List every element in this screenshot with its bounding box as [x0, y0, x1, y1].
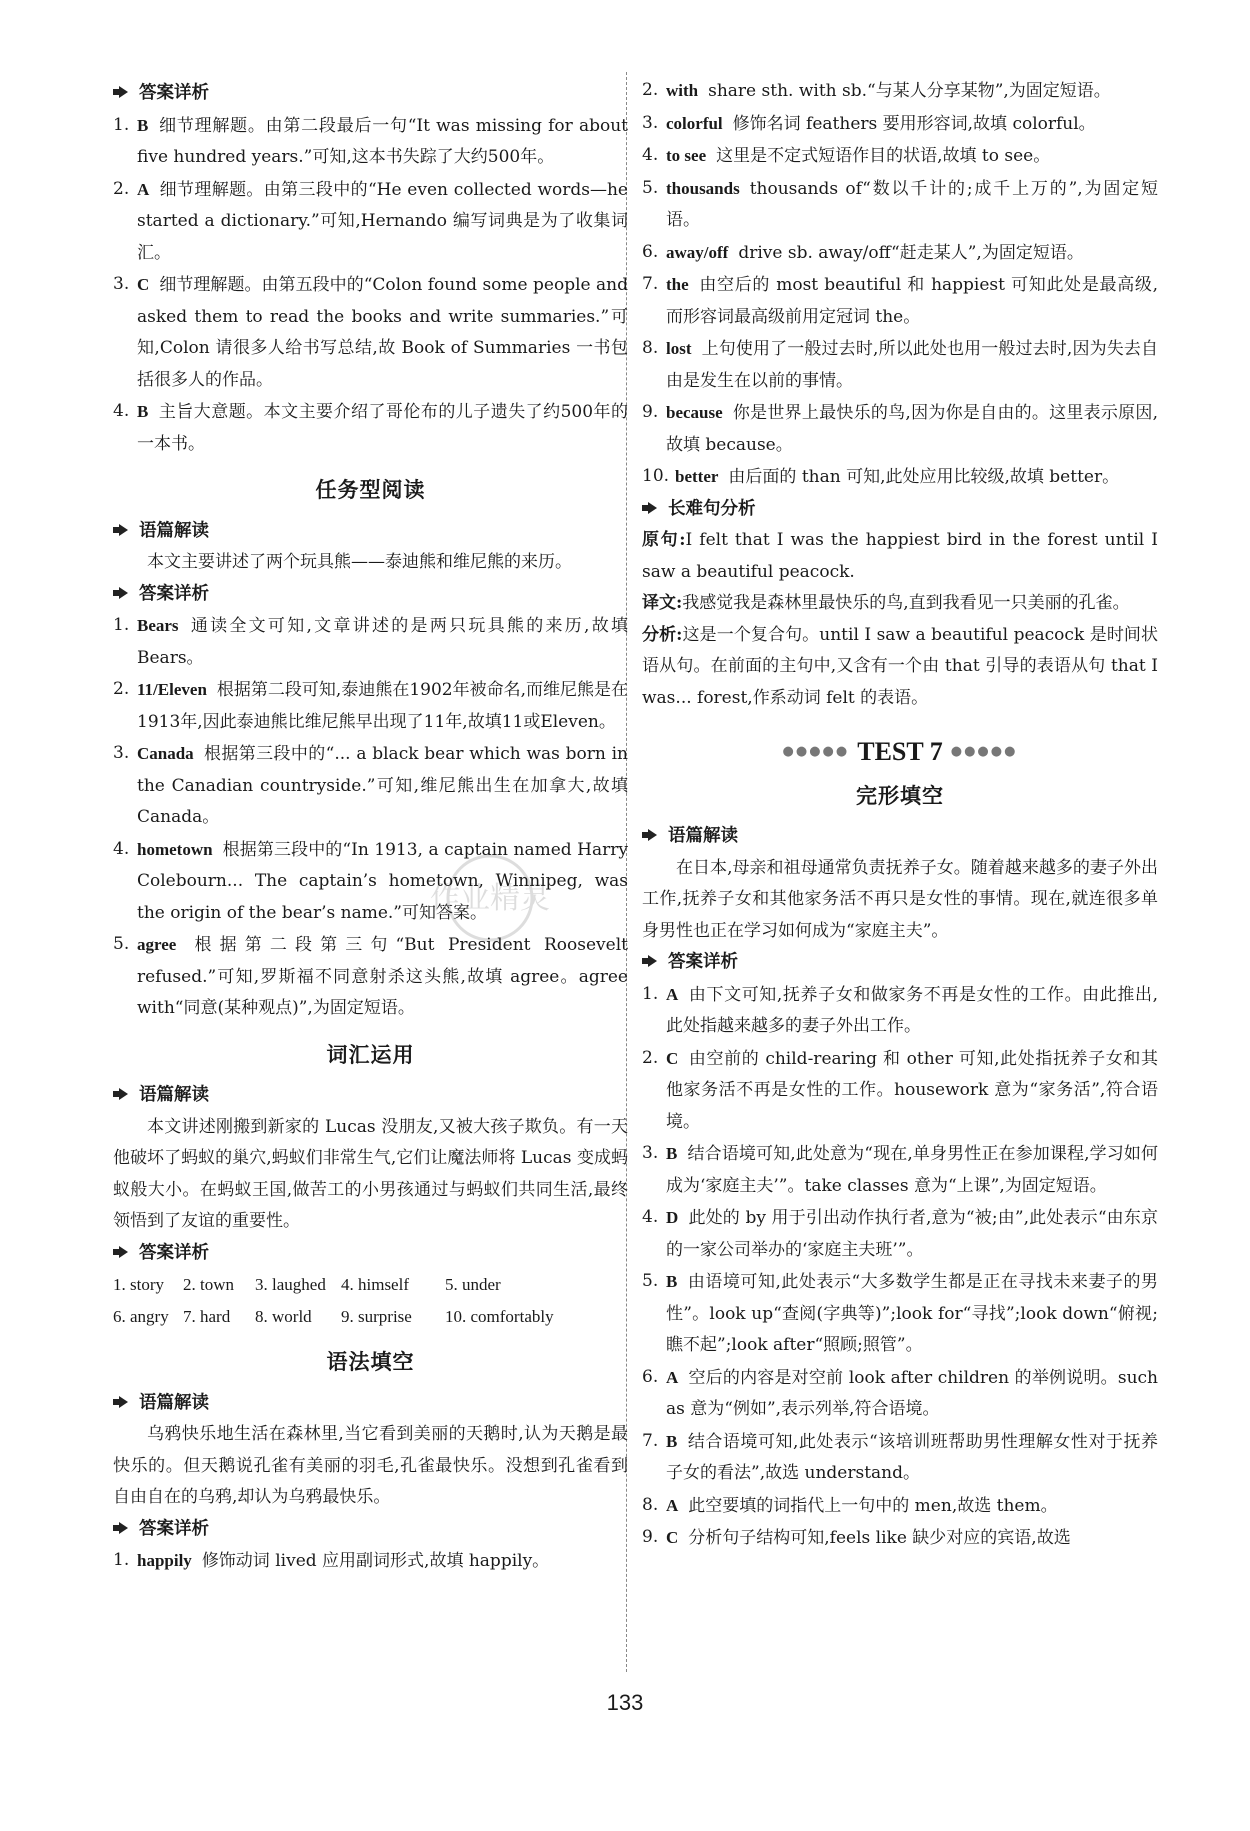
item-number: 8. — [642, 338, 659, 358]
item-number: 1. — [113, 1550, 130, 1570]
item-number: 4. — [113, 401, 130, 421]
arrow-icon — [648, 502, 657, 514]
original-sentence: 原句:I felt that I was the happiest bird in the forest until I saw a beautiful peacock. — [642, 530, 1158, 582]
answer-item — [113, 396, 628, 460]
answer-item — [642, 1522, 1158, 1555]
item-number: 2. — [642, 1047, 659, 1068]
item-body — [666, 237, 1158, 270]
answer-key: happily — [137, 1551, 192, 1570]
item-body — [137, 674, 628, 738]
item-body — [666, 108, 1158, 141]
arrow-icon — [119, 587, 128, 599]
arrow-icon — [648, 955, 657, 967]
answer-list — [642, 979, 1158, 1555]
answer-list — [113, 110, 628, 461]
explanation: 根据第二段可知,泰迪熊在1902年被命名,而维尼熊是在1913年,因此泰迪熊比维尼熊早出现了11年,故填11或Eleven。 — [137, 680, 628, 732]
item-body — [666, 140, 1158, 173]
answer-item — [113, 610, 628, 674]
answer-item — [642, 1362, 1158, 1426]
arrow-icon — [119, 1522, 128, 1534]
item-number: 3. — [113, 743, 130, 763]
explanation: 修饰动词 lived 应用副词形式,故填 happily。 — [201, 1551, 550, 1571]
item-body — [666, 173, 1158, 237]
explanation: 由语境可知,此处表示“大多数学生都是正在寻找未来妻子的男性”。look up“查阅(字典等)”;look for“寻找”;look down“俯视;瞧不起”;look after“照顾;照管”。 — [666, 1272, 1158, 1355]
passage-summary: 在日本,母亲和祖母通常负责抚养子女。随着越来越多的妻子外出工作,抚养子女和其他家务活不再只是女性的事情。现在,就连很多单身男性也正在学习如何成为“家庭主夫”。 — [642, 857, 1158, 941]
explanation: 结合语境可知,此处意为“现在,单身男性正在参加课程,学习如何成为‘家庭主夫’”。take classes 意为“上课”,为固定短语。 — [666, 1144, 1158, 1196]
item-body — [137, 929, 628, 1025]
vocab-answer: 7. hard — [183, 1306, 231, 1326]
dots-left: ●●●●● — [782, 744, 850, 759]
item-number: 2. — [113, 178, 130, 199]
item-number: 5. — [113, 934, 130, 954]
answer-item — [642, 173, 1158, 237]
explanation: 修饰名词 feathers 要用形容词,故填 colorful。 — [732, 113, 1096, 134]
explanation: 细节理解题。由第三段中的“He even collected words—he started a dictionary.”可知,Hernando 编写词典是为了收集词汇。 — [137, 179, 628, 263]
vocab-answer: 1. story — [113, 1275, 164, 1294]
answer-key: B — [666, 1272, 678, 1291]
answer-item — [642, 237, 1158, 270]
answer-item — [113, 110, 628, 174]
explanation: 由下文可知,抚养子女和做家务不再是女性的工作。由此推出,此处指越来越多的妻子外出工作。 — [666, 984, 1158, 1036]
answer-item — [642, 333, 1158, 397]
explanation: 此空要填的词指代上一句中的 men,故选 them。 — [688, 1495, 1058, 1516]
vocab-answer: 6. angry — [113, 1306, 169, 1326]
item-number: 10. — [642, 466, 670, 486]
page-number: 133 — [606, 1690, 644, 1715]
item-body — [666, 333, 1158, 397]
answer-item — [113, 674, 628, 738]
item-number: 1. — [642, 983, 659, 1004]
answer-key: A — [666, 984, 679, 1004]
item-body — [137, 110, 628, 174]
item-number: 3. — [113, 274, 130, 294]
item-body — [666, 1490, 1158, 1523]
item-number: 1. — [113, 114, 130, 135]
explanation: 结合语境可知,此处表示“该培训班帮助男性理解女性对于抚养子女的看法”,故选 understand。 — [666, 1431, 1158, 1483]
answer-item — [642, 1490, 1158, 1523]
answer-key: A — [666, 1367, 679, 1387]
test-title: TEST 7 — [857, 737, 943, 766]
item-body — [137, 834, 628, 930]
item-number: 6. — [642, 241, 659, 262]
answer-key: B — [137, 115, 149, 135]
answer-item — [642, 1043, 1158, 1139]
item-body — [137, 396, 628, 460]
answer-item — [642, 75, 1158, 108]
section-label: 答案详析 — [113, 579, 628, 611]
explanation: 上句使用了一般过去时,所以此处也用一般过去时,因为失去自由是发生在以前的事情。 — [666, 339, 1158, 391]
vocab-answers — [113, 1269, 628, 1332]
explanation: 由空前的 child-rearing 和 other 可知,此处指抚养子女和其他家务活不再是女性的工作。housework 意为“家务活”,符合语境。 — [666, 1048, 1158, 1132]
item-number: 3. — [642, 112, 659, 133]
item-body — [666, 1043, 1158, 1139]
explanation: 你是世界上最快乐的鸟,因为你是自由的。这里表示原因,故填 because。 — [666, 403, 1158, 455]
answer-key: C — [137, 275, 150, 294]
item-body — [137, 174, 628, 270]
answer-key: A — [666, 1495, 679, 1515]
answer-item — [642, 1426, 1158, 1490]
explanation: 分析句子结构可知,feels like 缺少对应的宾语,故选 — [688, 1528, 1071, 1548]
vocab-answer: 9. surprise — [341, 1306, 412, 1326]
explanation: drive sb. away/off“赶走某人”,为固定短语。 — [738, 242, 1084, 263]
item-number: 4. — [113, 838, 130, 859]
answer-key: A — [137, 179, 150, 199]
answer-key: Bears — [137, 616, 179, 635]
answer-item — [642, 461, 1158, 494]
answer-key: with — [666, 81, 699, 100]
vocab-answer: 4. himself — [341, 1275, 409, 1294]
passage-summary: 本文讲述刚搬到新家的 Lucas 没朋友,又被大孩子欺负。有一天他破坏了蚂蚁的巢穴,蚂蚁们非常生气,它们让魔法师将 Lucas 变成蚂蚁般大小。在蚂蚁王国,做苦工的小男孩通过与蚂蚁们共同生活,最终领悟到了友谊的重要性。 — [113, 1116, 628, 1231]
arrow-icon — [119, 1396, 128, 1408]
arrow-icon — [119, 86, 128, 98]
answer-key: to see — [666, 146, 707, 165]
answer-list — [113, 610, 628, 1025]
item-body — [666, 979, 1158, 1043]
section-label: 语篇解读 — [642, 821, 1158, 853]
item-number: 2. — [642, 80, 659, 100]
explanation: share sth. with sb.“与某人分享某物”,为固定短语。 — [708, 81, 1111, 101]
answer-key: B — [666, 1431, 678, 1451]
answer-item — [113, 834, 628, 930]
explanation: 主旨大意题。本文主要介绍了哥伦布的儿子遗失了约500年的一本书。 — [137, 402, 628, 454]
answer-item — [642, 1138, 1158, 1202]
explanation: 根据第三段中的“In 1913, a captain named Harry Colebourn... The captain’s hometown, Winnipeg, was the origin of the bear’s name.”可知答案。 — [137, 839, 628, 923]
vocab-answer: 2. town — [183, 1275, 234, 1294]
item-body — [666, 75, 1158, 108]
item-body — [137, 738, 628, 834]
answer-key: thousands — [666, 178, 740, 198]
explanation: 空后的内容是对空前 look after children 的举例说明。such as 意为“例如”,表示列举,符合语境。 — [666, 1367, 1158, 1419]
item-number: 7. — [642, 1430, 659, 1451]
explanation: 细节理解题。由第二段最后一句“It was missing for about five hundred years.”可知,这本书失踪了大约500年。 — [137, 115, 628, 167]
svg-text:作业精灵: 作业精灵 — [430, 881, 550, 916]
section-label: 语篇解读 — [113, 516, 628, 548]
section-label: 答案详析 — [642, 947, 1158, 979]
vocab-answer: 5. under — [445, 1275, 501, 1294]
explanation: 由空后的 most beautiful 和 happiest 可知此处是最高级,而形容词最高级前用定冠词 the。 — [666, 275, 1158, 327]
explanation: 这里是不定式短语作目的状语,故填 to see。 — [716, 146, 1051, 166]
passage-summary: 本文主要讲述了两个玩具熊——泰迪熊和维尼熊的来历。 — [147, 552, 572, 572]
answer-item — [642, 269, 1158, 333]
item-number: 2. — [113, 679, 130, 699]
item-body — [666, 397, 1158, 461]
explanation: thousands of“数以千计的;成千上万的”,为固定短语。 — [666, 178, 1158, 230]
section-label: 语篇解读 — [113, 1080, 628, 1112]
answer-item — [642, 979, 1158, 1043]
explanation: 根据第二段第三句“But President Roosevelt refused.”可知,罗斯福不同意射杀这头熊,故填 agree。agree with“同意(某种观点)”,为固定短语。 — [137, 935, 628, 1018]
item-number: 6. — [642, 1366, 659, 1387]
arrow-icon — [119, 524, 128, 536]
answer-key: C — [666, 1048, 679, 1068]
item-body — [666, 1522, 1158, 1555]
answer-key: B — [137, 402, 149, 421]
item-body — [137, 610, 628, 674]
explanation: 此处的 by 用于引出动作执行者,意为“被;由”,此处表示“由东京的一家公司举办的‘家庭主夫班’”。 — [666, 1208, 1158, 1260]
answer-key: Canada — [137, 744, 194, 763]
item-number: 9. — [642, 1527, 659, 1547]
item-number: 1. — [113, 615, 130, 635]
answer-key: agree — [137, 935, 177, 954]
item-body — [666, 269, 1158, 333]
answer-item — [113, 1545, 628, 1578]
answer-key: because — [666, 403, 723, 422]
section-label: 长难句分析 — [642, 494, 1158, 526]
item-body — [675, 461, 1158, 494]
item-body — [137, 269, 628, 396]
item-body — [666, 1426, 1158, 1490]
item-body — [666, 1362, 1158, 1426]
item-number: 9. — [642, 402, 659, 422]
explanation: 通读全文可知,文章讲述的是两只玩具熊的来历,故填 Bears。 — [137, 616, 628, 668]
explanation: 细节理解题。由第五段中的“Colon found some people and asked them to read the books and write summaries.”可知,Colon 请很多人给书写总结,故 Book of Summaries 一书包括很多人的作品。 — [137, 275, 628, 390]
analysis: 分析:这是一个复合句。until I saw a beautiful peacock 是时间状语从句。在前面的主句中,又含有一个由 that 引导的表语从句 that I was... forest,作系动词 felt 的表语。 — [642, 624, 1159, 708]
section-heading: 任务型阅读 — [315, 477, 426, 502]
item-number: 3. — [642, 1143, 659, 1163]
answer-key: better — [675, 467, 719, 486]
left-column — [113, 78, 628, 1578]
item-number: 5. — [642, 1271, 659, 1291]
arrow-icon — [648, 829, 657, 841]
answer-key: C — [666, 1528, 679, 1547]
item-number: 4. — [642, 145, 659, 165]
answer-key: lost — [666, 339, 692, 358]
answer-key: 11/Eleven — [137, 680, 207, 699]
arrow-icon — [119, 1246, 128, 1258]
section-heading: 语法填空 — [326, 1349, 415, 1374]
section-heading: 完形填空 — [856, 782, 944, 808]
item-body — [666, 1266, 1158, 1362]
answer-item — [113, 174, 628, 270]
answer-item — [642, 140, 1158, 173]
answer-item — [642, 1202, 1158, 1266]
section-label: 答案详析 — [113, 1514, 628, 1546]
dots-right: ●●●●● — [950, 744, 1018, 759]
vocab-answer: 8. world — [255, 1306, 312, 1326]
passage-summary: 乌鸦快乐地生活在森林里,当它看到美丽的天鹅时,认为天鹅是最快乐的。但天鹅说孔雀有美丽的羽毛,孔雀最快乐。没想到孔雀看到自由自在的乌鸦,却认为乌鸦最快乐。 — [113, 1424, 628, 1507]
test-banner — [642, 736, 1158, 768]
explanation: 根据第三段中的“... a black bear which was born in the Canadian countryside.”可知,维尼熊出生在加拿大,故填 Canada。 — [137, 744, 628, 827]
answer-key: hometown — [137, 839, 213, 859]
translation: 译文:我感觉我是森林里最快乐的鸟,直到我看见一只美丽的孔雀。 — [642, 593, 1130, 613]
answer-item — [642, 1266, 1158, 1362]
item-body — [666, 1202, 1158, 1266]
answer-item — [113, 738, 628, 834]
answer-list — [113, 1545, 628, 1578]
section-heading: 词汇运用 — [326, 1041, 415, 1067]
answer-item — [113, 269, 628, 396]
answer-key: colorful — [666, 113, 723, 133]
vocab-answer: 3. laughed — [255, 1275, 326, 1294]
explanation: 由后面的 than 可知,此处应用比较级,故填 better。 — [728, 467, 1120, 487]
answer-item — [113, 929, 628, 1025]
answer-list — [642, 75, 1158, 494]
item-number: 7. — [642, 274, 659, 294]
item-body — [137, 1545, 628, 1578]
item-number: 4. — [642, 1207, 659, 1227]
item-number: 5. — [642, 177, 659, 198]
arrow-icon — [119, 1088, 128, 1100]
answer-key: away/off — [666, 242, 729, 262]
section-label: 答案详析 — [113, 1238, 628, 1270]
answer-key: B — [666, 1144, 678, 1163]
answer-key: D — [666, 1208, 679, 1227]
answer-item — [642, 108, 1158, 141]
answer-key: the — [666, 275, 689, 294]
answer-item — [642, 397, 1158, 461]
right-column — [642, 75, 1158, 1555]
item-number: 8. — [642, 1494, 659, 1515]
vocab-answer: 10. comfortably — [445, 1306, 554, 1326]
section-label: 答案详析 — [113, 78, 628, 110]
item-body — [666, 1138, 1158, 1202]
section-label: 语篇解读 — [113, 1388, 628, 1420]
